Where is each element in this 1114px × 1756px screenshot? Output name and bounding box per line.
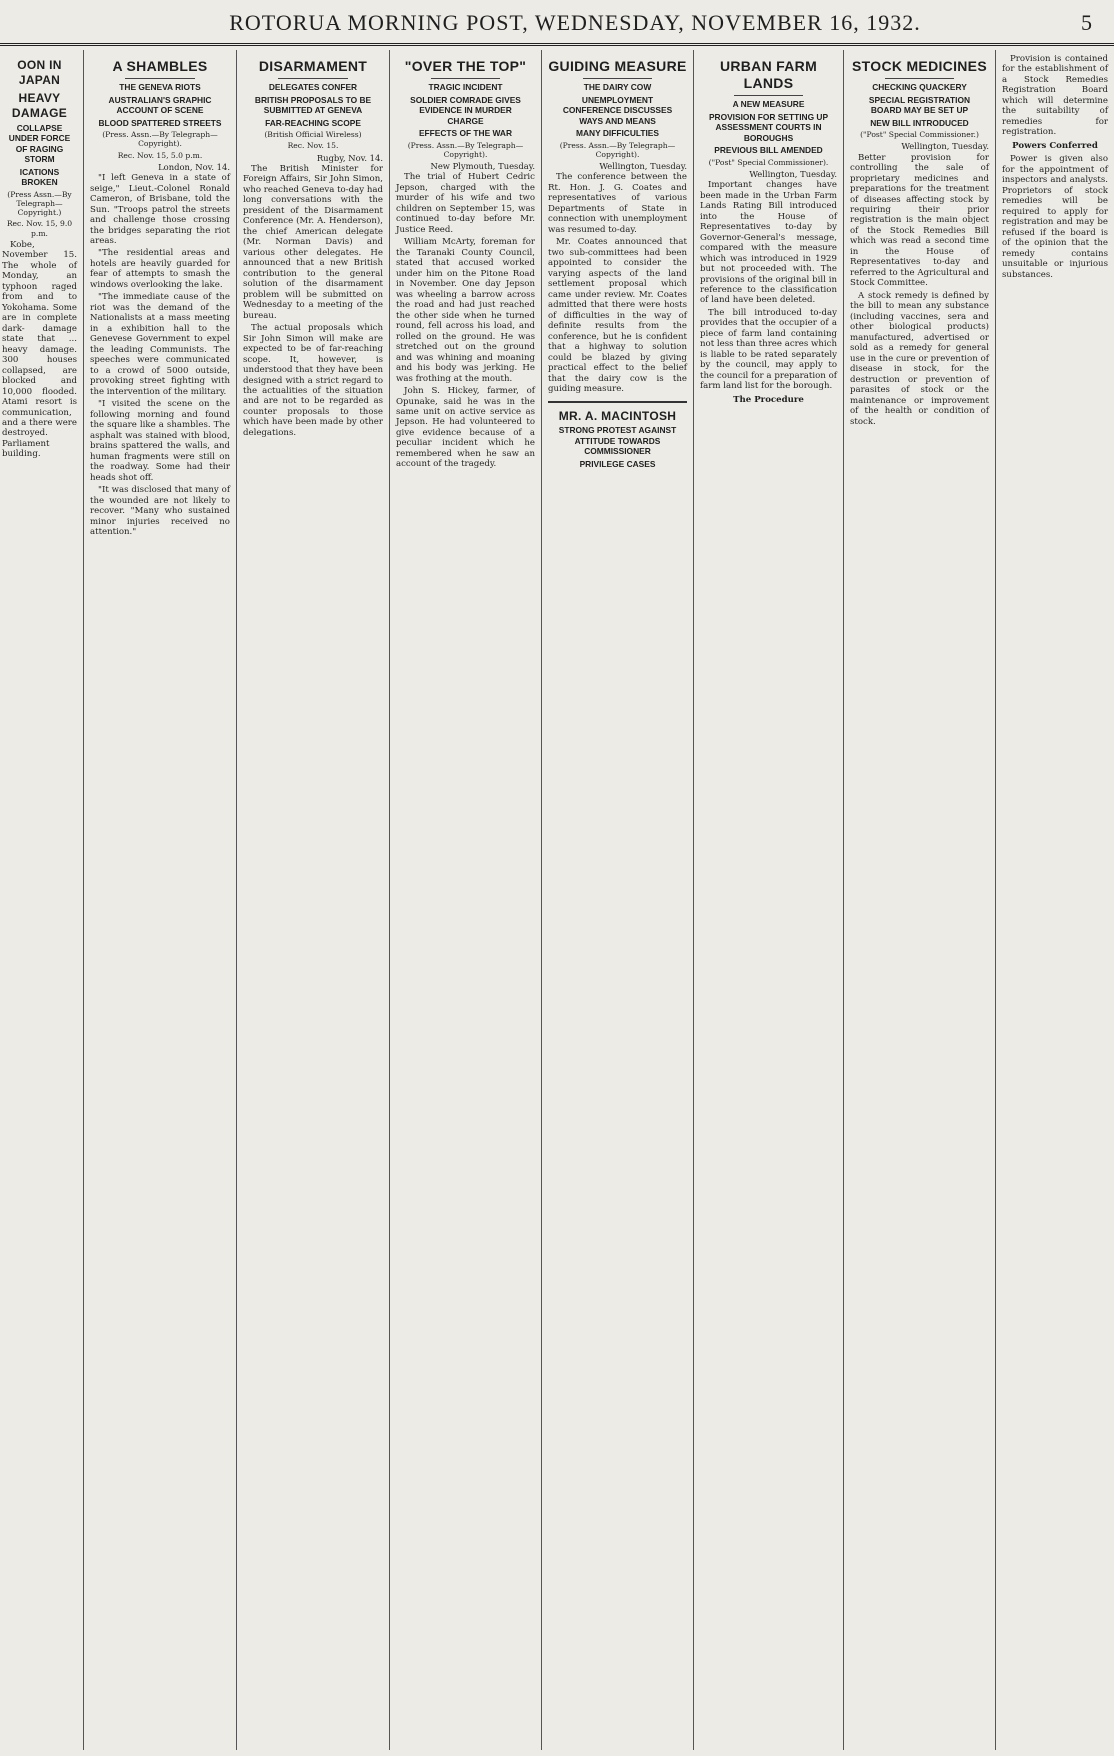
article-body: Kobe, November 15. The whole of Monday, an typhoon raged from and to Yokohama. Some are in complete dark- damage state that ... heavy damage. 300 houses collapsed, are blocked and 10,000 flooded. Atami resort is communication, and a there were destroyed. Parliament building. xyxy=(2,239,77,460)
deck: THE GENEVA RIOTS xyxy=(119,82,201,93)
deck: BLOOD SPATTERED STREETS xyxy=(98,117,222,128)
article-over-the-top xyxy=(396,58,535,470)
paragraph: The actual proposals which Sir John Simon will make are expected to be of far-reaching scope. It, however, is understood that they have been designed with a strict regard to the actualities of the situation and are not to be regarded as counter proposals to those which have been made by other delegations. xyxy=(243,323,383,438)
column-over-the-top xyxy=(390,50,542,1750)
subheading: The Procedure xyxy=(733,394,804,405)
article-disarmament xyxy=(243,58,383,438)
deck: DELEGATES CONFER xyxy=(268,82,358,93)
paragraph: Power is given also for the appointment of inspectors and analysts. Proprietors of stock remedies will be required to apply for registration and may be refused if the board is of the opinion that the remedy contains unsuitable or injurious substances. xyxy=(1002,154,1108,280)
dateline: Wellington, Tuesday. xyxy=(599,161,687,172)
headline: OON IN JAPAN xyxy=(17,58,62,87)
headline: MR. A. MACINTOSH xyxy=(558,408,677,423)
paragraph: "The immediate cause of the riot was the demand of the Nationalists at a mass meeting in a exhibition hall to the Genevese Government to expel the leading Communists. The speeches were communicated to a crowd of 5000 outside, provoking street fighting with the intervention of the military. xyxy=(90,292,230,397)
paragraph: Better provision for controlling the sale of proprietary medicines and preparations for the treatment of diseases affecting stock by requiring their prior registration is the main object of the Stock Remedies Bill which was read a second time in the House of Representatives to-day and referred to the Agricultural and Stock Committee. xyxy=(850,152,989,289)
press-credit: (Press. Assn.—By Telegraph—Copyright). xyxy=(559,140,676,159)
headline: DISARMAMENT xyxy=(258,58,368,74)
article-urban-farm-lands xyxy=(700,58,837,405)
deck: EFFECTS OF THE WAR xyxy=(418,128,513,139)
press-credit: (British Official Wireless) xyxy=(264,130,362,140)
column-disarmament xyxy=(237,50,390,1750)
deck: TRAGIC INCIDENT xyxy=(428,82,503,93)
dateline: New Plymouth, Tuesday. xyxy=(430,161,535,172)
deck: FAR-REACHING SCOPE xyxy=(265,117,361,128)
received-line: Rec. Nov. 15, 9.0 p.m. xyxy=(6,219,73,238)
paragraph: Important changes have been made in the Urban Farm Lands Rating Bill introduced into the House of Representatives to-day by Governor-General's message, compared with the measure which was introduced in 1929 but not proceeded with. The provisions of the original bill in reference to the classification of land have been deleted. xyxy=(700,180,837,306)
dateline: London, Nov. 14. xyxy=(158,161,230,172)
press-credit: (Press. Assn.—By Telegraph—Copyright). xyxy=(407,140,524,159)
deck: AUSTRALIAN'S GRAPHIC ACCOUNT OF SCENE xyxy=(108,94,212,116)
column-stock-medicines xyxy=(844,50,996,1750)
paragraph: A stock remedy is defined by the bill to mean any substance (including vaccines, sera and other biological products) manufactured, advertised or sold as a remedy for general use in the cure or prevention of disease in stock, for the destruction or prevention of parasites of stock or the maintenance or improvement of the health or condition of stock. xyxy=(850,290,989,427)
deck: PRIVILEGE CASES xyxy=(579,458,656,469)
article-stock-medicines xyxy=(850,58,989,427)
paragraph: The British Minister for Foreign Affairs, Sir John Simon, who reached Geneva to-day had long conversations with the president of the Disarmament Conference (Mr. A. Henderson), the chief American delegate (Mr. Norman Davis) and various other delegates. He announced that a new British contribution to the general solution of the disarmament problem will be submitted on Wednesday to a meeting of the bureau. xyxy=(243,163,383,321)
paragraph: John S. Hickey, farmer, of Opunake, said he was in the same unit on active service as Jepson. He had volunteered to give evidence because of a peculiar incident which he remembered when he saw an account of the tragedy. xyxy=(396,386,535,470)
press-credit: ("Post" Special Commissioner). xyxy=(708,157,829,167)
deck: BRITISH PROPOSALS TO BE SUBMITTED AT GENEVA xyxy=(254,94,372,116)
deck: PREVIOUS BILL AMENDED xyxy=(714,145,823,156)
paragraph: The trial of Hubert Cedric Jepson, charged with the murder of his wife and two children on September 15, was continued to-day before Mr. Justice Reed. xyxy=(396,172,535,235)
deck: THE DAIRY COW xyxy=(583,82,652,93)
press-credit: (Press. Assn.—By Telegraph—Copyright). xyxy=(102,130,218,149)
deck: MANY DIFFICULTIES xyxy=(576,128,659,139)
paragraph: Mr. Coates announced that two sub-committees had been appointed to consider the varying aspects of the land settlement proposal which came under review. Mr. Coates admitted that there were hosts of difficulties in the way of definite results from the conference, but he is confident that a highway to solution could be blazed by giving practical effect to the belief that the dairy cow is the guiding measure. xyxy=(548,237,687,395)
paragraph: "It was disclosed that many of the wounded are not likely to recover. "Many who sustained minor injuries received no attention." xyxy=(90,485,230,538)
divider xyxy=(885,78,955,79)
column-urban-farm-lands xyxy=(694,50,844,1750)
article-typhoon xyxy=(2,58,77,460)
press-credit: ("Post" Special Commissioner.) xyxy=(860,130,979,140)
deck: SPECIAL REGISTRATION BOARD MAY BE SET UP xyxy=(868,94,971,116)
paragraph: William McArty, foreman for the Taranaki County Council, stated that accused worked under him on the Pitone Road in November. One day Jepson was wheeling a barrow across the road and had just reached the other side when he turned round, fell across his load, and rolled on the ground. He was stretched out on the ground and was whining and moaning and his body was jerking. He was frothing at the mouth. xyxy=(396,237,535,384)
column-typhoon xyxy=(0,50,84,1750)
column-guiding-measure xyxy=(542,50,694,1750)
dateline: Rugby, Nov. 14. xyxy=(316,152,383,163)
headline: GUIDING MEASURE xyxy=(548,58,687,74)
headline: URBAN FARM LANDS xyxy=(719,58,818,92)
divider xyxy=(431,78,501,79)
divider xyxy=(125,78,195,79)
paragraph: "I left Geneva in a state of seige," Lieut.-Colonel Ronald Cameron, of Brisbane, told the Sun. "Troops patrol the streets and challenge those crossing the bridges separating the riot areas. xyxy=(90,173,230,246)
masthead xyxy=(0,0,1114,46)
deck: A NEW MEASURE xyxy=(732,99,805,110)
divider xyxy=(734,95,803,96)
paragraph: "The residential areas and hotels are heavily guarded for fear of attempts to smash the windows overlooking the lake. xyxy=(90,248,230,290)
headline: A SHAMBLES xyxy=(112,58,208,74)
article-macintosh xyxy=(548,409,687,470)
divider xyxy=(583,78,653,79)
article-stock-medicines-continued xyxy=(1002,54,1108,280)
received-line: Rec. Nov. 15, 5.0 p.m. xyxy=(117,150,203,160)
subheading: Powers Conferred xyxy=(1012,140,1098,151)
deck: ICATIONS BROKEN xyxy=(19,166,60,187)
newspaper-columns xyxy=(0,50,1114,1750)
deck: COLLAPSE UNDER FORCE OF RAGING STORM xyxy=(8,122,71,164)
deck: SOLDIER COMRADE GIVES EVIDENCE IN MURDER CHARGE xyxy=(410,94,521,126)
divider xyxy=(278,78,348,79)
article-separator xyxy=(548,401,687,403)
dateline: Wellington, Tuesday. xyxy=(749,168,837,179)
deck: NEW BILL INTRODUCED xyxy=(870,117,969,128)
deck: UNEMPLOYMENT CONFERENCE DISCUSSES WAYS AND MEANS xyxy=(562,94,673,126)
column-shambles xyxy=(84,50,237,1750)
paragraph: The bill introduced to-day provides that the occupier of a piece of farm land containing not less than three acres which is liable to be rated separately by the council, may apply to the council for a preparation of farm land list for the borough. xyxy=(700,307,837,392)
article-guiding-measure xyxy=(548,58,687,395)
article-shambles xyxy=(90,58,230,538)
paragraph: Provision is contained for the establishment of a Stock Remedies Registration Board which will determine the suitability of remedies for registration. xyxy=(1002,54,1108,138)
deck: PROVISION FOR SETTING UP ASSESSMENT COURTS IN BOROUGHS xyxy=(708,111,829,143)
headline: "OVER THE TOP" xyxy=(404,58,527,74)
paragraph: "I visited the scene on the following morning and found the square like a shambles. The asphalt was stained with blood, brains spattered the walls, and human fragments were still on the roadway. Some had their heads shot off. xyxy=(90,399,230,483)
page-number: 5 xyxy=(1081,10,1092,35)
dateline: Wellington, Tuesday. xyxy=(901,141,989,152)
press-credit: (Press Assn.—By Telegraph—Copyright.) xyxy=(7,189,72,217)
paragraph: The conference between the Rt. Hon. J. G. Coates and representatives of various Departments of State in connection with unemployment was resumed to-day. xyxy=(548,172,687,235)
headline: STOCK MEDICINES xyxy=(852,58,987,74)
headline: HEAVY DAMAGE xyxy=(11,91,68,120)
deck: CHECKING QUACKERY xyxy=(872,82,967,93)
received-line: Rec. Nov. 15. xyxy=(287,141,339,151)
newspaper-title: ROTORUA MORNING POST, WEDNESDAY, NOVEMBER 16, 1932. xyxy=(229,10,921,35)
deck: STRONG PROTEST AGAINST ATTITUDE TOWARDS COMMISSIONER xyxy=(558,425,677,457)
column-stock-medicines-continued xyxy=(996,50,1114,1750)
